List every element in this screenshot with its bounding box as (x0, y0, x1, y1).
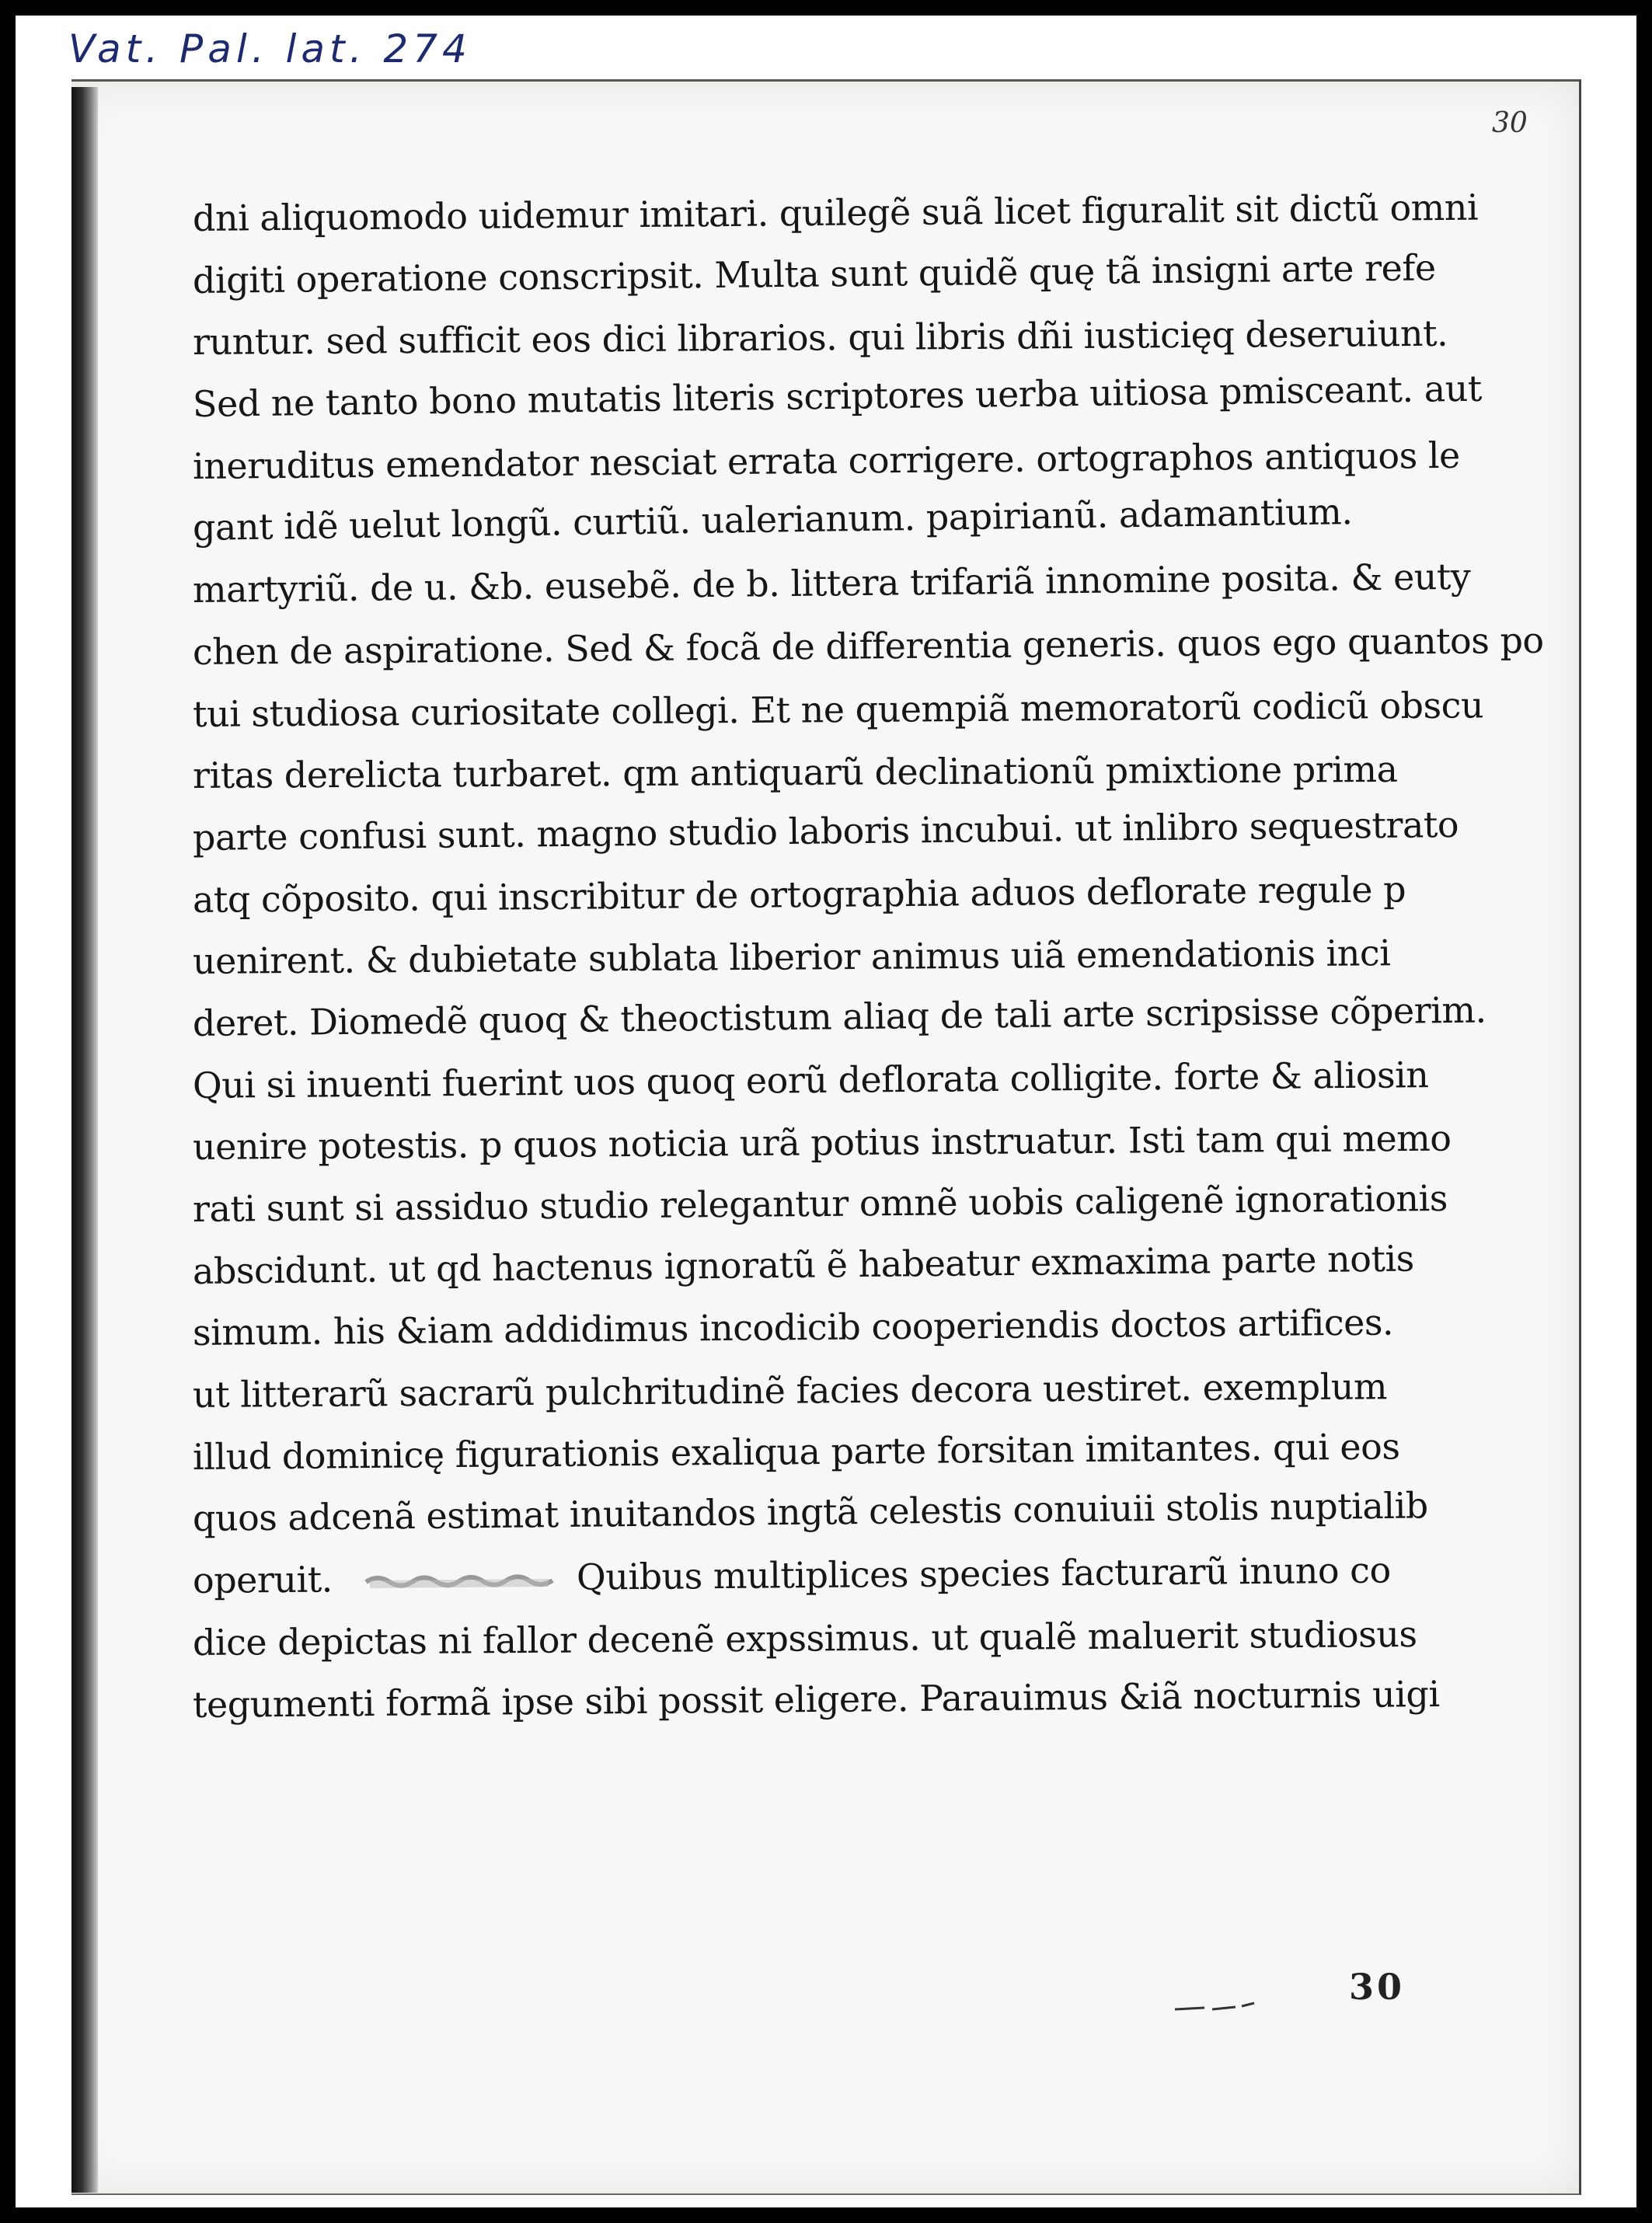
folio-number: 30 (1492, 107, 1528, 139)
text-line-continuation: Quibus multiplices species facturarũ inuno co (576, 1549, 1391, 1598)
text-line: simum. his &iam addidimus incodicib cooperiendis doctos artifices. (192, 1301, 1394, 1354)
text-line: quos adcenã estimat inuitandos ingtã celestis conuiuii stolis nuptialib (192, 1484, 1428, 1540)
text-line: tegumenti formã ipse sibi possit eligere. Parauimus &iã nocturnis uigi (192, 1672, 1440, 1726)
text-line: digiti operatione conscripsit. Multa sunt quidẽ quę tã insigni arte refe (192, 246, 1436, 301)
text-line: runtur. sed sufficit eos dici librarios. qui libris dñi iusticięq deseruiunt. (192, 312, 1448, 364)
text-line: martyriũ. de u. &b. eusebẽ. de b. littera trifariã innomine posita. & euty (192, 555, 1471, 611)
text-line: ritas derelicta turbaret. qm antiquarũ declinationũ pmixtione prima (192, 748, 1398, 797)
text-line: Qui si inuenti fuerint uos quoq eorũ deflorata colligite. forte & aliosin (192, 1053, 1429, 1106)
text-line: rati sunt si assiduo studio relegantur omnẽ uobis caligenẽ ignorationis (192, 1176, 1448, 1230)
page-number: 30 (1349, 1966, 1406, 2008)
text-line: illud dominicę figurationis exaliqua parte forsitan imitantes. qui eos (192, 1425, 1400, 1478)
text-line: chen de aspiratione. Sed & focã de differentia generis. quos ego quantos po (192, 618, 1544, 673)
text-line: ineruditus emendator nesciat errata corrigere. ortographos antiquos le (192, 434, 1460, 487)
text-line: abscidunt. ut qd hactenus ignoratũ ẽ habeatur exmaxima parte notis (192, 1237, 1415, 1292)
text-line: Sed ne tanto bono mutatis literis scriptores uerba uitiosa pmisceant. aut (192, 367, 1483, 426)
text-line-start: operuit. (192, 1558, 333, 1602)
decorative-flourish-icon (362, 1569, 556, 1594)
text-line: tui studiosa curiositate collegi. Et ne quempiã memoratorũ codicũ obscu (192, 683, 1484, 735)
text-line: ut litterarũ sacrarũ pulchritudinẽ facies decora uestiret. exemplum (192, 1365, 1388, 1416)
shelfmark-label: Vat. Pal. lat. 274 (68, 26, 472, 71)
text-line: gant idẽ uelut longũ. curtiũ. ualerianum. papirianũ. adamantium. (192, 490, 1353, 549)
text-line (193, 1538, 1514, 1612)
text-line: deret. Diomedẽ quoq & theoctistum aliaq de tali arte scripsisse cõperim. (192, 988, 1486, 1044)
text-line: atq cõposito. qui inscribitur de ortographia aduos deflorate regule p (192, 867, 1406, 921)
text-line: dice depictas ni fallor decenẽ expssimus. ut qualẽ maluerit studiosus (192, 1612, 1417, 1664)
text-line: dni aliquomodo uidemur imitari. quilegẽ suã licet figuralit sit dictũ omni (192, 186, 1479, 239)
text-line: parte confusi sunt. magno studio laboris incubui. ut inlibro sequestrato (192, 803, 1459, 859)
binding-gutter (71, 87, 98, 2193)
text-line: uenire potestis. p quos noticia urã potius instruatur. Isti tam qui memo (192, 1117, 1452, 1169)
manuscript-text (192, 186, 1544, 1736)
text-line: uenirent. & dubietate sublata liberior animus uiã emendationis inci (192, 932, 1391, 983)
pen-trial-mark (1173, 2000, 1259, 2016)
